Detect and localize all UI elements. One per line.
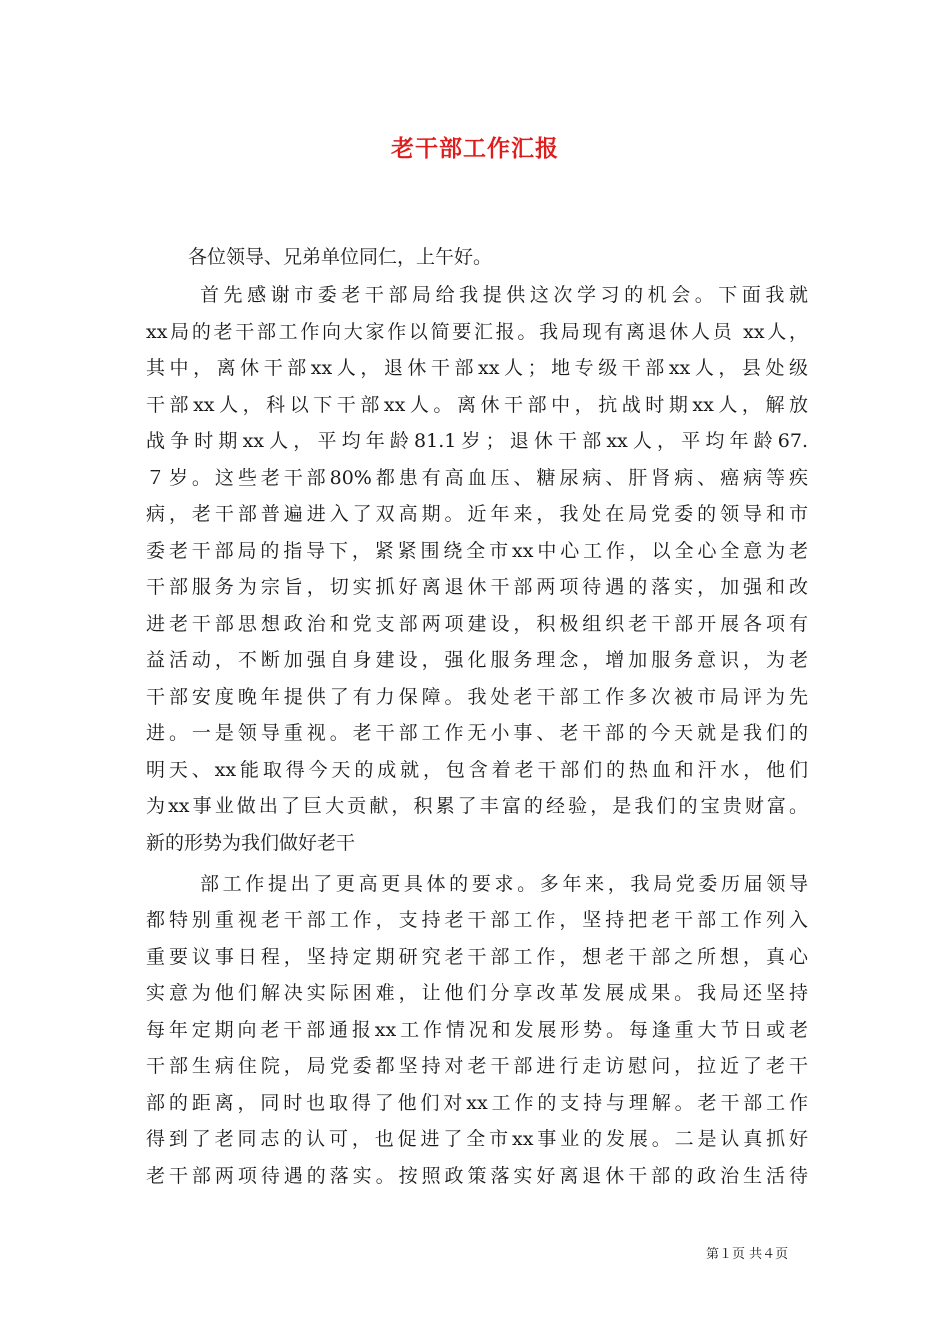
body-line: 干部服务为宗旨，切实抓好离退休干部两项待遇的落实，加强和改 bbox=[146, 576, 808, 598]
body-line: 都特别重视老干部工作，支持老干部工作，坚持把老干部工作列入 bbox=[146, 909, 808, 931]
body-line: 进。一是领导重视。老干部工作无小事、老干部的今天就是我们的 bbox=[146, 722, 808, 744]
document-title: 老干部工作汇报 bbox=[391, 135, 559, 162]
body-line: 病，老干部普遍进入了双高期。近年来，我处在局党委的领导和市 bbox=[146, 503, 808, 525]
body-line: 委老干部局的指导下，紧紧围绕全市xx中心工作，以全心全意为老 bbox=[146, 540, 808, 562]
body-line: 战争时期xx人，平均年龄81.1岁；退休干部xx人，平均年龄67. bbox=[146, 430, 808, 452]
body-line: 首先感谢市委老干部局给我提供这次学习的机会。下面我就 bbox=[200, 284, 808, 306]
body-line: 进老干部思想政治和党支部两项建设，积极组织老干部开展各项有 bbox=[146, 613, 808, 635]
body-line: 新的形势为我们做好老干 bbox=[146, 832, 356, 854]
body-line: 干部生病住院，局党委都坚持对老干部进行走访慰问，拉近了老干 bbox=[146, 1055, 808, 1077]
body-line: 部工作提出了更高更具体的要求。多年来，我局党委历届领导 bbox=[200, 873, 808, 895]
page-number-footer: 第１页 共４页 bbox=[706, 1247, 789, 1262]
body-line: 干部xx人，科以下干部xx人。离休干部中，抗战时期xx人，解放 bbox=[146, 394, 808, 416]
body-line: 得到了老同志的认可，也促进了全市xx事业的发展。二是认真抓好 bbox=[146, 1128, 808, 1150]
body-line: 为xx事业做出了巨大贡献，积累了丰富的经验，是我们的宝贵财富。 bbox=[146, 795, 808, 817]
body-line: 明天、xx能取得今天的成就，包含着老干部们的热血和汗水，他们 bbox=[146, 759, 808, 781]
body-line: 其中，离休干部xx人，退休干部xx人；地专级干部xx人，县处级 bbox=[146, 357, 808, 379]
body-line: 老干部两项待遇的落实。按照政策落实好离退休干部的政治生活待 bbox=[146, 1165, 808, 1187]
body-line: 重要议事日程，坚持定期研究老干部工作，想老干部之所想，真心 bbox=[146, 946, 808, 968]
greeting-line: 各位领导、兄弟单位同仁，上午好。 bbox=[188, 246, 493, 268]
body-line: xx局的老干部工作向大家作以简要汇报。我局现有离退休人员 xx人， bbox=[146, 321, 808, 343]
body-line: 部的距离，同时也取得了他们对xx工作的支持与理解。老干部工作 bbox=[146, 1092, 808, 1114]
body-line: 益活动，不断加强自身建设，强化服务理念，增加服务意识，为老 bbox=[146, 649, 808, 671]
body-line: 实意为他们解决实际困难，让他们分享改革发展成果。我局还坚持 bbox=[146, 982, 808, 1004]
body-line: ７岁。这些老干部80%都患有高血压、糖尿病、肝肾病、癌病等疾 bbox=[146, 467, 808, 489]
body-line: 干部安度晚年提供了有力保障。我处老干部工作多次被市局评为先 bbox=[146, 686, 808, 708]
body-line: 每年定期向老干部通报xx工作情况和发展形势。每逢重大节日或老 bbox=[146, 1019, 808, 1041]
